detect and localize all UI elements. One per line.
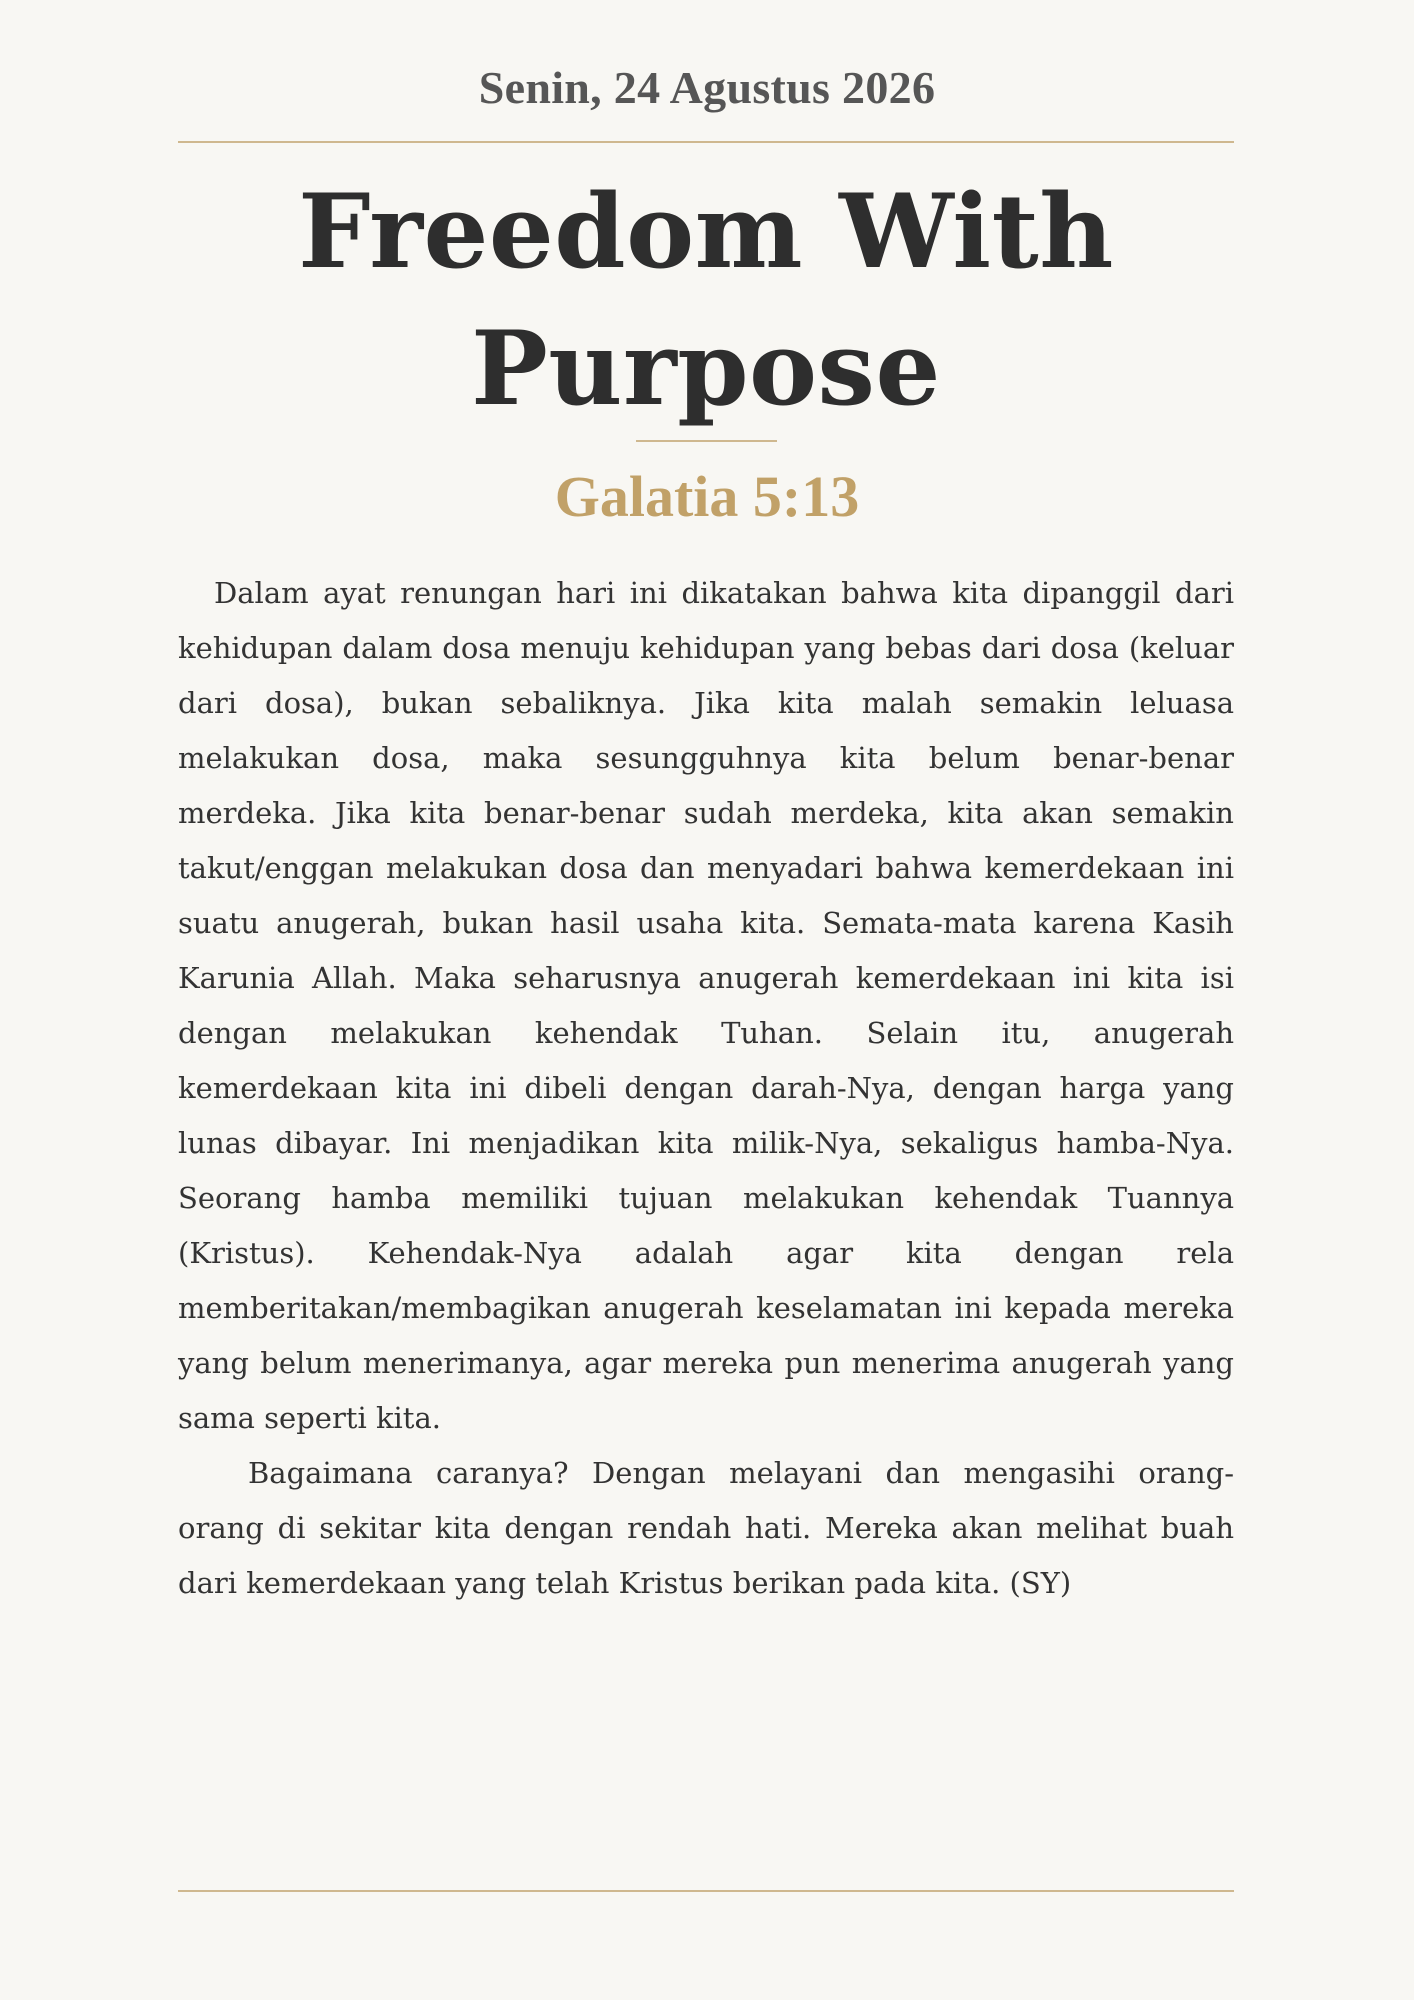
body-paragraph-1: Dalam ayat renungan hari ini dikatakan bahwa kita dipanggil dari kehidupan dalam dosa menuju kehidupan yang bebas dari dosa (keluar dari dosa), bukan sebaliknya. Jika kita malah semakin leluasa melakukan dosa, maka sesungguhnya kita belum benar-benar merdeka. Jika kita benar-benar sudah merdeka, kita akan semakin takut/enggan melakukan dosa dan menyadari bahwa kemerdekaan ini suatu anugerah, bukan hasil usaha kita. Semata-mata karena Kasih Karunia Allah. Maka seharusnya anugerah kemerdekaan ini kita isi dengan melakukan kehendak Tuhan. Selain itu, anugerah kemerdekaan kita ini dibeli dengan darah-Nya, dengan harga yang lunas dibayar. Ini menjadikan kita milik-Nya, sekaligus hamba-Nya. Seorang hamba memiliki tujuan melakukan kehendak Tuannya (Kristus). Kehendak-Nya adalah agar kita dengan rela memberitakan/membagikan anugerah keselamatan ini kepada mereka yang belum menerimanya, agar mereka pun menerima anugerah yang sama seperti kita. [178,576,1234,1435]
devotion-date: Senin, 24 Agustus 2026 [478,62,936,113]
bottom-divider [178,1890,1234,1892]
body-paragraph-2: Bagaimana caranya? Dengan melayani dan mengasihi orang-orang di sekitar kita dengan rendah hati. Mereka akan melihat buah dari kemerdekaan yang telah Kristus berikan pada kita. (SY) [178,1456,1234,1600]
top-divider [178,141,1234,143]
title-divider [636,440,777,442]
scripture-reference: Galatia 5:13 [554,464,860,529]
devotion-body [178,566,1234,1611]
devotion-title: Freedom With Purpose [298,172,1114,429]
